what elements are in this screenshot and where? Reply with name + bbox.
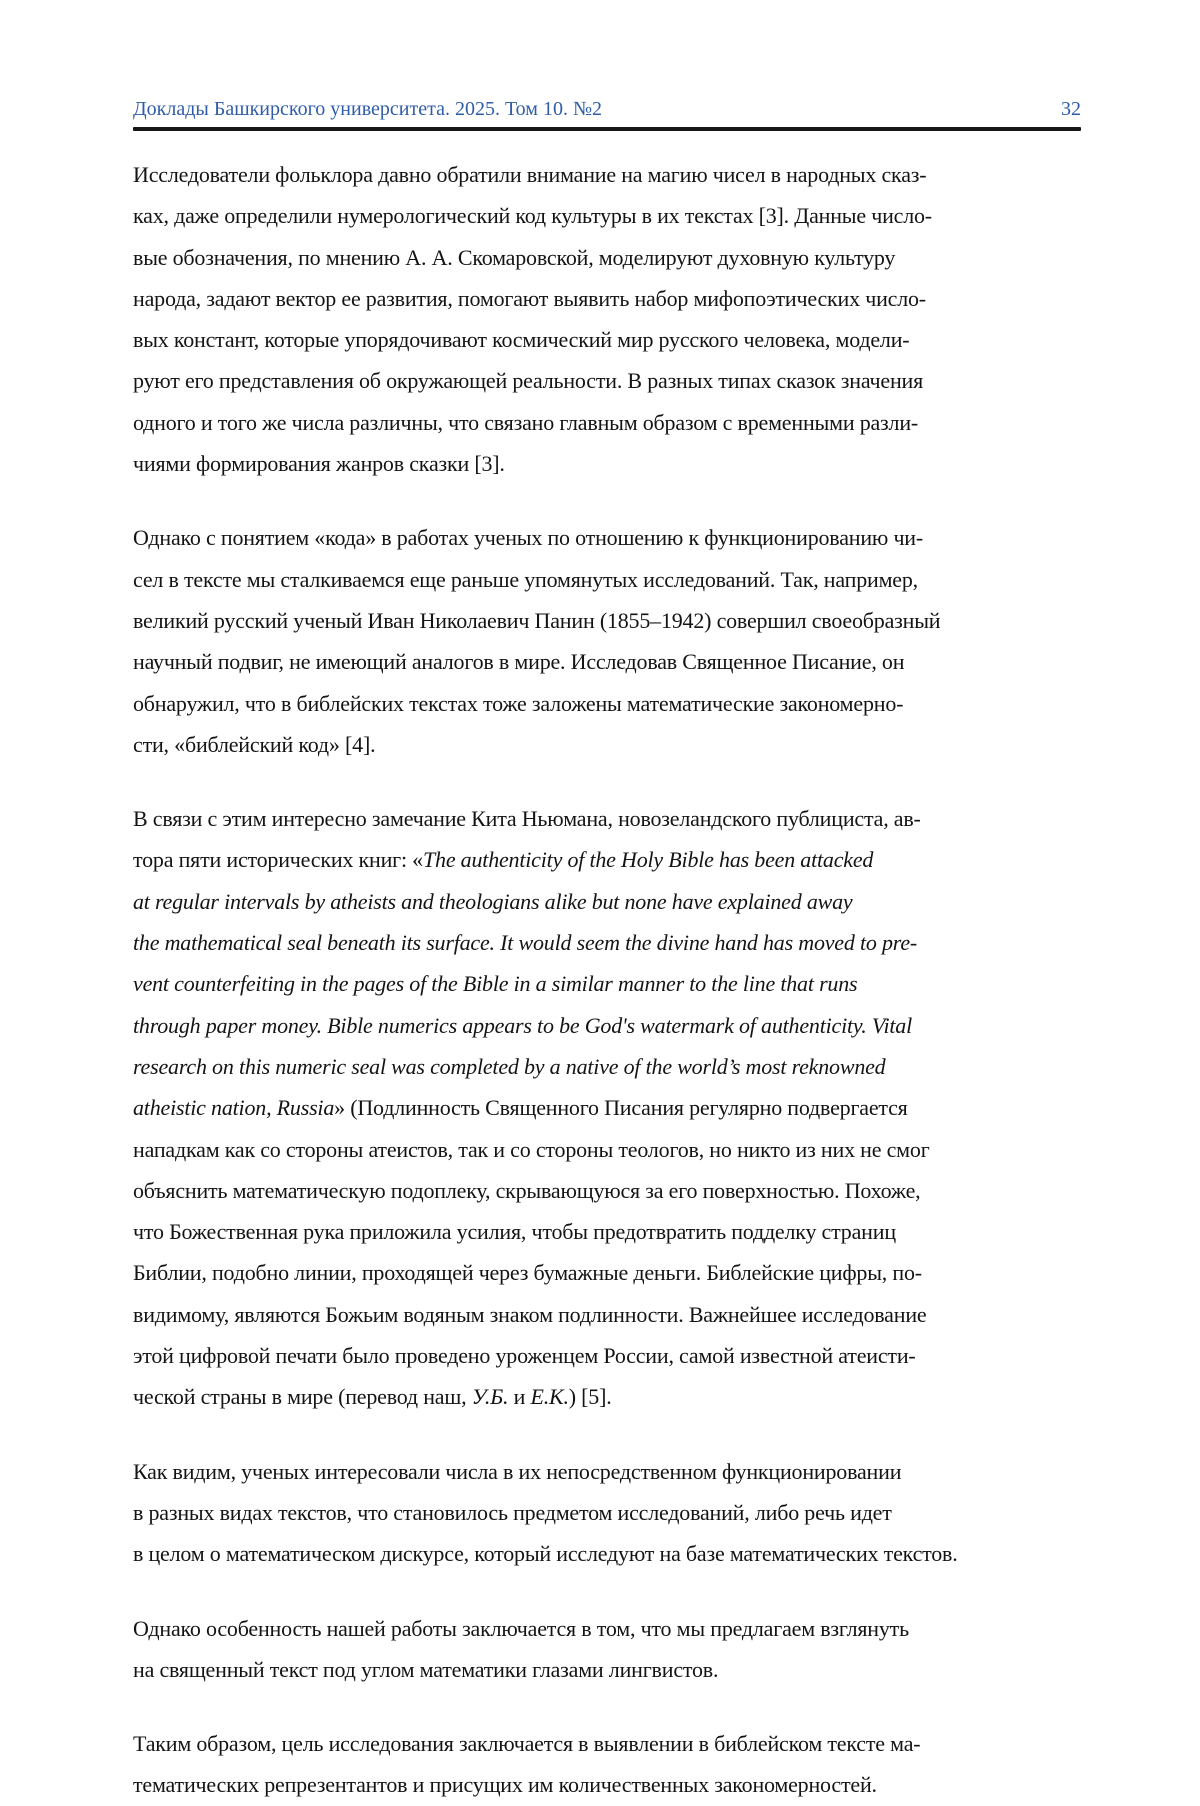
text-line: руют его представления об окружающей реальности. В разных типах сказок значения (133, 368, 924, 394)
text-line: ках, даже определили нумерологический код культуры в их текстах [3]. Данные число- (133, 203, 932, 229)
text-line: сти, «библейский код» [4]. (133, 731, 376, 757)
text-line: Как видим, ученых интересовали числа в их непосредственном функционировании (133, 1458, 902, 1484)
text-line: одного и того же числа различны, что связано главным образом с временными разли- (133, 409, 919, 435)
header-rule (133, 127, 1081, 131)
text-line: в разных видах текстов, что становилось предметом исследований, либо речь идет (133, 1499, 892, 1525)
running-header (133, 97, 1081, 127)
paragraph (133, 1451, 1081, 1575)
paragraph (133, 798, 1081, 1417)
text-line: великий русский ученый Иван Николаевич Панин (1855–1942) совершил своеобразный (133, 607, 941, 633)
text-line: что Божественная рука приложила усилия, чтобы предотвратить подделку страниц (133, 1219, 896, 1245)
text-line: тематических репрезентантов и присущих им количественных закономерностей. (133, 1772, 877, 1798)
text-line: atheistic nation, Russia» (Подлинность Священного Писания регулярно подвергается (133, 1095, 908, 1121)
text-line: этой цифровой печати было проведено уроженцем России, самой известной атеисти- (133, 1343, 916, 1369)
text-line: research on this numeric seal was completed by a native of the world’s most reknowned (133, 1053, 886, 1079)
text-line: сел в тексте мы сталкиваемся еще раньше упомянутых исследований. Так, например, (133, 566, 918, 592)
paragraph (133, 1608, 1081, 1691)
text-line: народа, задают вектор ее развития, помогают выявить набор мифопоэтических число- (133, 285, 926, 311)
journal-title: Доклады Башкирского университета. 2025. Том 10. №2 (133, 98, 603, 120)
text-line: through paper money. Bible numerics appears to be God's watermark of authenticity. Vital (133, 1012, 913, 1038)
text-line: Исследователи фольклора давно обратили внимание на магию чисел в народных сказ- (133, 162, 927, 187)
text-line: обнаружил, что в библейских текстах тоже заложены математические закономерно- (133, 690, 904, 716)
text-line: объяснить математическую подоплеку, скрывающуюся за его поверхностью. Похоже, (133, 1177, 921, 1203)
paragraph (133, 517, 1081, 765)
text-line: видимому, являются Божьим водяным знаком подлинности. Важнейшее исследование (133, 1301, 927, 1327)
text-line: нападкам как со стороны атеистов, так и со стороны теологов, но никто из них не смог (133, 1136, 930, 1162)
page-number: 32 (1061, 98, 1081, 120)
text-line: научный подвиг, не имеющий аналогов в мире. Исследовав Священное Писание, он (133, 649, 905, 675)
document-body (133, 133, 1081, 1806)
text-line: в целом о математическом дискурсе, который исследуют на базе математических текстов. (133, 1541, 958, 1567)
text-line: чиями формирования жанров сказки [3]. (133, 451, 505, 477)
text-line: В связи с этим интересно замечание Кита Ньюмана, новозеландского публициста, ав- (133, 806, 921, 832)
text-line: на священный текст под углом математики глазами лингвистов. (133, 1656, 719, 1682)
text-line: Однако с понятием «кода» в работах ученых по отношению к функционированию чи- (133, 525, 924, 551)
paragraph (133, 154, 1081, 484)
text-line: at regular intervals by atheists and theologians alike but none have explained away (133, 888, 853, 914)
text-line: вые обозначения, по мнению А. А. Скомаровской, моделируют духовную культуру (133, 244, 896, 270)
text-line: vent counterfeiting in the pages of the Bible in a similar manner to the line that runs (133, 971, 858, 997)
text-line: ческой страны в мире (перевод наш, У.Б. и Е.К.) [5]. (133, 1384, 612, 1410)
text-line: Библии, подобно линии, проходящей через бумажные деньги. Библейские цифры, по- (133, 1260, 922, 1286)
text-line: Однако особенность нашей работы заключается в том, что мы предлагаем взглянуть (133, 1615, 909, 1641)
paragraph (133, 1723, 1081, 1806)
page-content (133, 97, 1081, 1806)
text-line: тора пяти исторических книг: «The authenticity of the Holy Bible has been attacked (133, 847, 874, 873)
text-line: the mathematical seal beneath its surface. It would seem the divine hand has moved to pre- (133, 930, 918, 956)
text-line: вых констант, которые упорядочивают космический мир русского человека, модели- (133, 327, 910, 353)
text-line: Таким образом, цель исследования заключается в выявлении в библейском тексте ма- (133, 1731, 921, 1757)
